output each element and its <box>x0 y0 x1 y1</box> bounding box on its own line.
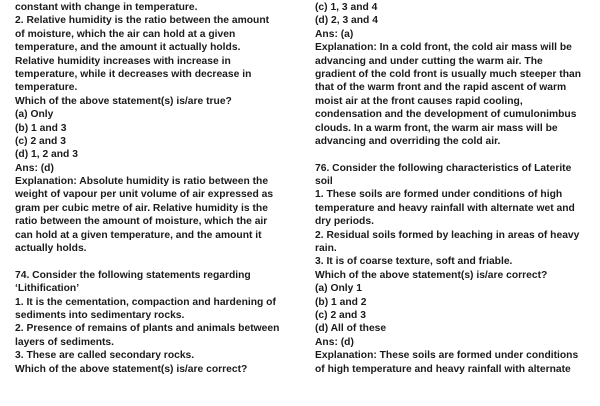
explanation-line: advancing and overriding the cold air. <box>315 135 501 147</box>
explanation-line: gradient of the cold front is usually much steeper than <box>315 68 582 80</box>
text-line: temperature. <box>15 82 78 94</box>
question-title: ‘Lithification’ <box>15 283 80 295</box>
option-d: (d) 1, 2 and 3 <box>15 149 78 161</box>
text-line: 2. Relative humidity is the ratio between the amount <box>15 15 270 27</box>
explanation-line: can hold at a given temperature, and the amount it <box>15 229 262 241</box>
answer: Ans: (d) <box>15 162 54 174</box>
explanation-line: that of the warm front and the rapid ascent of warm <box>315 82 567 94</box>
explanation-line: Explanation: These soils are formed under conditions <box>315 350 579 362</box>
option-a: (a) Only 1 <box>315 283 362 295</box>
explanation-line: moist air at the front causes rapid cooling, <box>315 95 523 107</box>
explanation-line: gram per cubic metre of air. Relative humidity is the <box>15 202 268 214</box>
spacer <box>315 148 587 161</box>
explanation-line: Explanation: In a cold front, the cold air mass will be <box>315 42 572 54</box>
answer: Ans: (d) <box>315 336 354 348</box>
statement-line: 3. It is of coarse texture, soft and friable. <box>315 256 513 268</box>
statement-line: 2. Presence of remains of plants and animals between <box>15 323 280 335</box>
question-title: soil <box>315 176 333 188</box>
statement-line: 1. It is the cementation, compaction and hardening of <box>15 296 276 308</box>
statement-line: 1. These soils are formed under conditions of high <box>315 189 563 201</box>
text-line: temperature, while it decreases with decrease in <box>15 68 252 80</box>
explanation-line: advancing and under cutting the warm air. The <box>315 55 543 67</box>
statement-line: Which of the above statement(s) is/are correct? <box>15 363 248 375</box>
right-column <box>315 1 587 376</box>
explanation-line: condensation and the development of cumulonimbus <box>315 109 577 121</box>
option-a: (a) Only <box>15 109 54 121</box>
question-prompt: Which of the above statement(s) is/are correct? <box>315 269 548 281</box>
explanation-line: Explanation: Absolute humidity is ratio between the <box>15 176 269 188</box>
explanation-line: clouds. In a warm front, the warm air mass will be <box>315 122 558 134</box>
option-c: (c) 2 and 3 <box>15 135 66 147</box>
statement-line: layers of sediments. <box>15 336 115 348</box>
statement-line: sediments into sedimentary rocks. <box>15 309 185 321</box>
text-line: of moisture, which the air can hold at a given <box>15 28 236 40</box>
text-line: temperature, and the amount it actually holds. <box>15 42 241 54</box>
explanation-line: ratio between the amount of moisture, which the air <box>15 216 268 228</box>
question-title: 76. Consider the following characteristics of Laterite <box>315 162 572 174</box>
statement-line: 2. Residual soils formed by leaching in areas of heavy <box>315 229 580 241</box>
explanation-line: of high temperature and heavy rainfall with alternate <box>315 363 571 375</box>
option-b: (b) 1 and 2 <box>315 296 367 308</box>
option-c: (c) 1, 3 and 4 <box>315 2 378 13</box>
text-line: Relative humidity increases with increase in <box>15 55 231 67</box>
question-title: 74. Consider the following statements regarding <box>15 269 251 281</box>
statement-line: temperature and heavy rainfall with alternate wet and <box>315 202 575 214</box>
answer: Ans: (a) <box>315 28 354 40</box>
spacer <box>15 255 287 268</box>
statement-line: 3. These are called secondary rocks. <box>15 350 195 362</box>
question-prompt: Which of the above statement(s) is/are true? <box>15 95 232 107</box>
option-b: (b) 1 and 3 <box>15 122 67 134</box>
option-c: (c) 2 and 3 <box>315 309 366 321</box>
text-line: constant with change in temperature. <box>15 2 198 13</box>
statement-line: dry periods. <box>315 216 374 228</box>
explanation-line: actually holds. <box>15 243 87 255</box>
left-column <box>15 1 287 376</box>
option-d: (d) 2, 3 and 4 <box>315 15 378 27</box>
statement-line: rain. <box>315 243 337 255</box>
option-d: (d) All of these <box>315 323 387 335</box>
explanation-line: weight of vapour per unit volume of air expressed as <box>15 189 274 201</box>
